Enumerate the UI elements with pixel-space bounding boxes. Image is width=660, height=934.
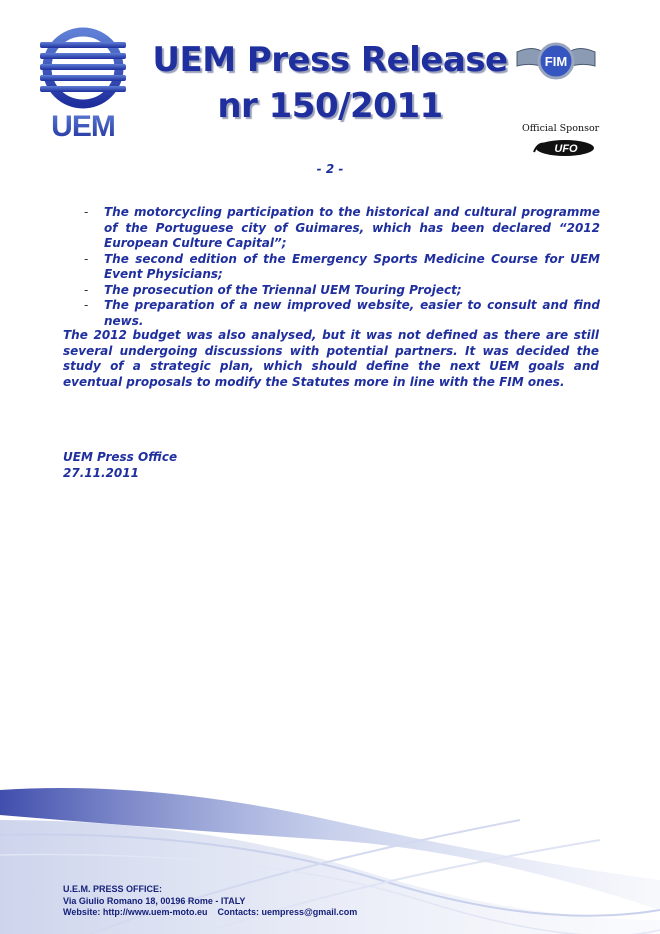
list-item — [84, 298, 600, 329]
list-item-text: The prosecution of the Triennal UEM Touring Project; — [104, 282, 462, 297]
bullet-dash: - — [84, 282, 89, 297]
footer-website-link[interactable]: Website: http://www.uem-moto.eu — [63, 907, 208, 917]
page-title-line1: UEM Press Release — [152, 40, 508, 80]
budget-paragraph: The 2012 budget was also analysed, but it was not defined as there are still several undergoing discussions with potential partners. It was decided the study of a strategic plan, which should define the next UEM goals and eventual proposals to modify the Statutes more in line with the FIM ones. — [63, 328, 599, 389]
footer-office-label: U.E.M. PRESS OFFICE: — [63, 884, 163, 894]
ufo-logo-text: UFO — [554, 143, 578, 155]
list-item — [84, 283, 600, 299]
bullet-dash: - — [84, 251, 89, 266]
uem-logo-text: UEM — [51, 110, 115, 142]
uem-logo — [38, 20, 128, 142]
list-item — [84, 205, 600, 252]
footer-address: Via Giulio Romano 18, 00196 Rome - ITALY — [63, 895, 246, 906]
list-item-text: The motorcycling participation to the historical and cultural programme of the Portuguese city of Guimares, which has been declared “2012 European Culture Capital”; — [104, 205, 600, 250]
list-item-text: The preparation of a new improved website, easier to consult and find news. — [104, 298, 600, 328]
page-number: - 2 - — [316, 162, 344, 176]
footer-contact-block — [63, 884, 483, 919]
bullet-dash: - — [84, 298, 89, 312]
agenda-list — [84, 205, 600, 329]
fim-logo — [515, 40, 597, 82]
list-item — [84, 252, 600, 283]
page-title-line2: nr 150/2011 — [217, 86, 443, 126]
fim-logo-text: FIM — [544, 54, 568, 69]
list-item-text: The second edition of the Emergency Sports Medicine Course for UEM Event Physicians; — [104, 251, 600, 281]
footer-contacts-email[interactable]: Contacts: uempress@gmail.com — [217, 907, 358, 917]
ufo-sponsor-logo — [532, 138, 596, 158]
bullet-dash: - — [84, 205, 89, 219]
signature-block — [63, 450, 363, 481]
footer-links — [63, 907, 483, 919]
signature-office: UEM Press Office — [63, 450, 178, 464]
official-sponsor-label: Official Sponsor — [522, 123, 600, 134]
signature-date: 27.11.2011 — [63, 465, 139, 480]
